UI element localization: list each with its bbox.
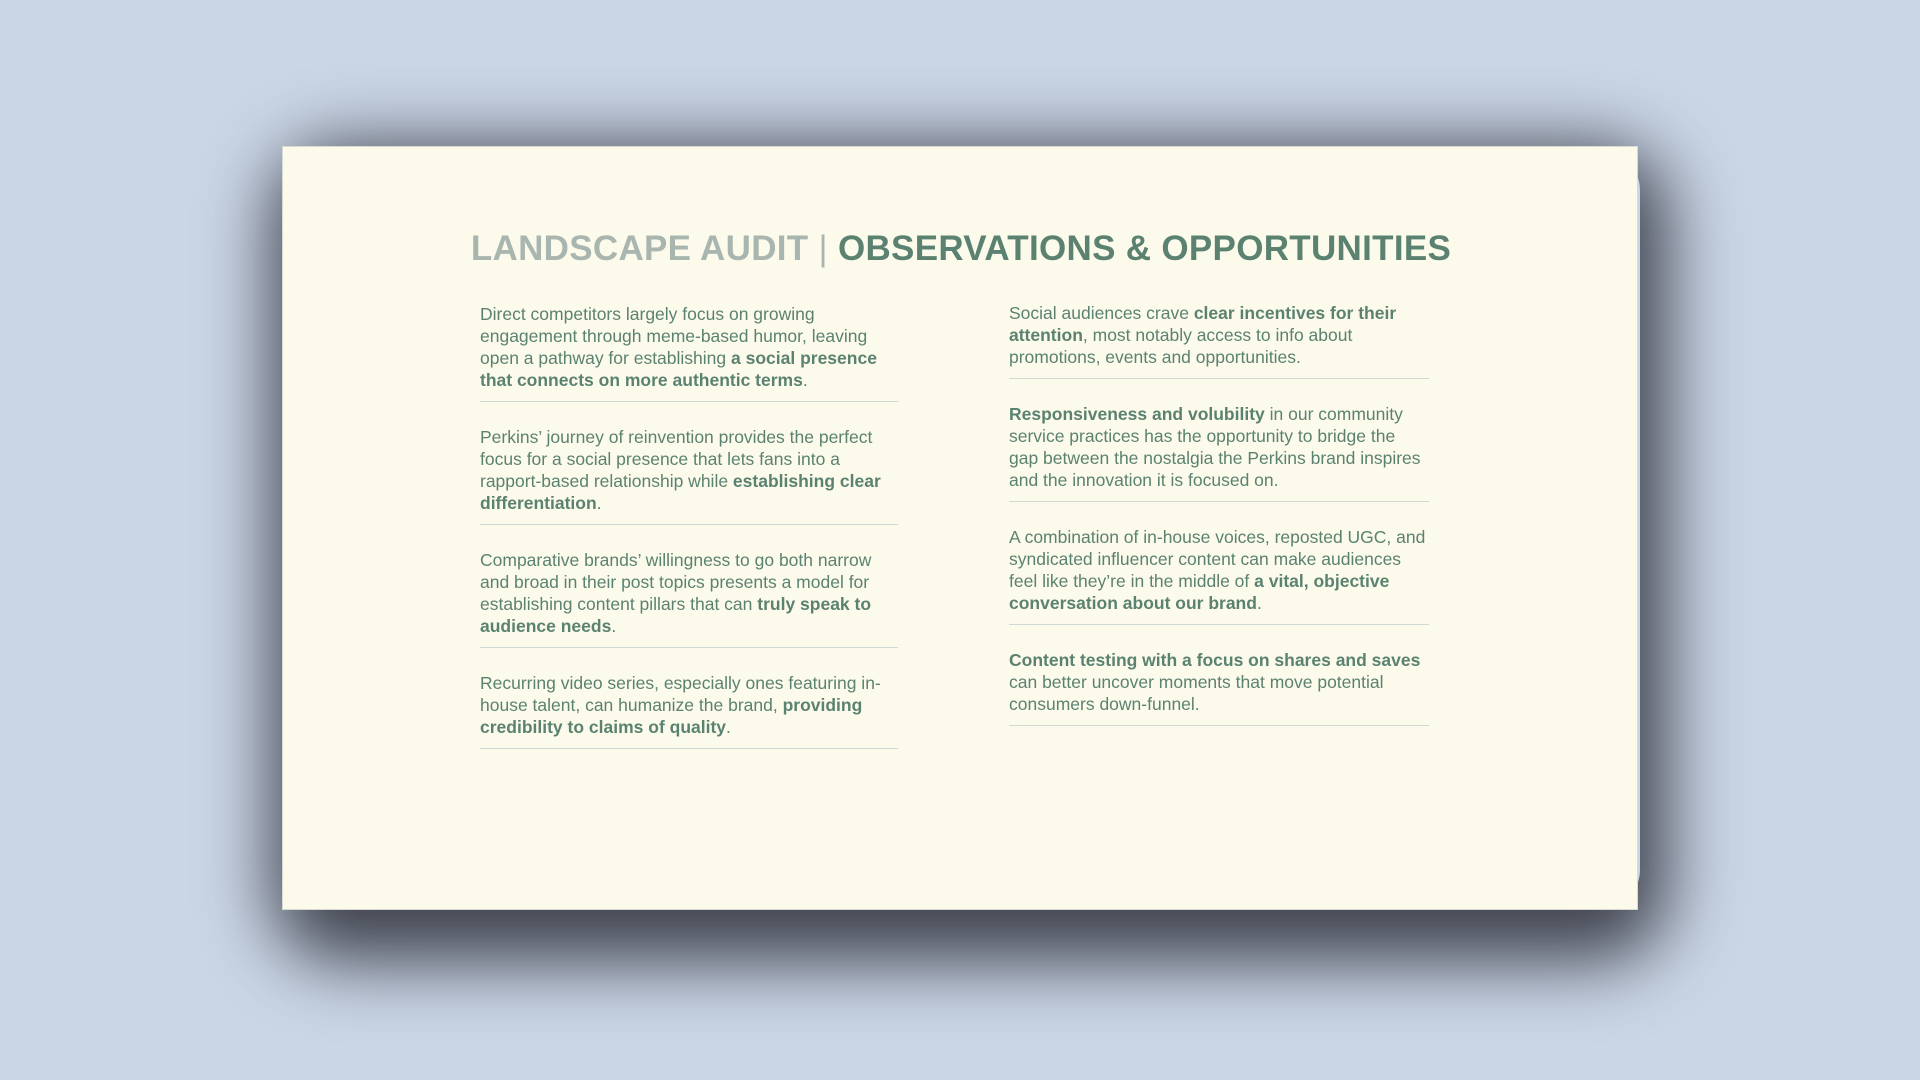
title-separator: | (818, 229, 828, 268)
opportunity-highlight: clear incentives for their attention (1009, 303, 1397, 345)
observation-highlight: establishing clear differentiation (480, 471, 881, 513)
opportunity-highlight: Content testing with a focus on shares and saves (1009, 650, 1421, 670)
opportunity-item: Responsiveness and volubility in our community service practices has the opportunity to bridge the gap between the nostalgia the Perkins brand inspires and the innovation it is focused on. (1009, 403, 1429, 502)
observation-highlight: truly speak to audience needs (480, 594, 872, 636)
right-column (1009, 302, 1439, 750)
footer-mark (321, 861, 471, 865)
opportunity-item: Social audiences crave clear incentives for their attention, most notably access to info about promotions, events and opportunities. (1009, 302, 1429, 379)
opportunity-highlight: a vital, objective conversation about our brand (1009, 571, 1390, 613)
opportunity-highlight: Responsiveness and volubility (1009, 404, 1265, 424)
observation-item: Comparative brands’ willingness to go both narrow and broad in their post topics presents a model for establishing content pillars that can truly speak to audience needs. (480, 549, 898, 648)
slide (282, 146, 1638, 910)
observation-item: Recurring video series, especially ones featuring in-house talent, can humanize the brand, providing credibility to claims of quality. (480, 672, 898, 749)
left-column (480, 303, 910, 773)
title-section-label: LANDSCAPE AUDIT (470, 229, 809, 268)
opportunity-item: Content testing with a focus on shares and saves can better uncover moments that move potential consumers down-funnel. (1009, 649, 1429, 726)
observation-item: Perkins’ journey of reinvention provides the perfect focus for a social presence that lets fans into a rapport-based relationship while establishing clear differentiation. (480, 426, 898, 525)
observation-highlight: providing credibility to claims of quality (480, 695, 863, 737)
slide-title (283, 229, 1639, 269)
observation-highlight: a social presence that connects on more authentic terms (480, 348, 877, 390)
opportunity-item: A combination of in-house voices, reposted UGC, and syndicated influencer content can make audiences feel like they’re in the middle of a vital, objective conversation about our brand. (1009, 526, 1429, 625)
title-main: OBSERVATIONS & OPPORTUNITIES (837, 229, 1452, 268)
observation-item: Direct competitors largely focus on growing engagement through meme-based humor, leaving open a pathway for establishing a social presence that connects on more authentic terms. (480, 303, 898, 402)
